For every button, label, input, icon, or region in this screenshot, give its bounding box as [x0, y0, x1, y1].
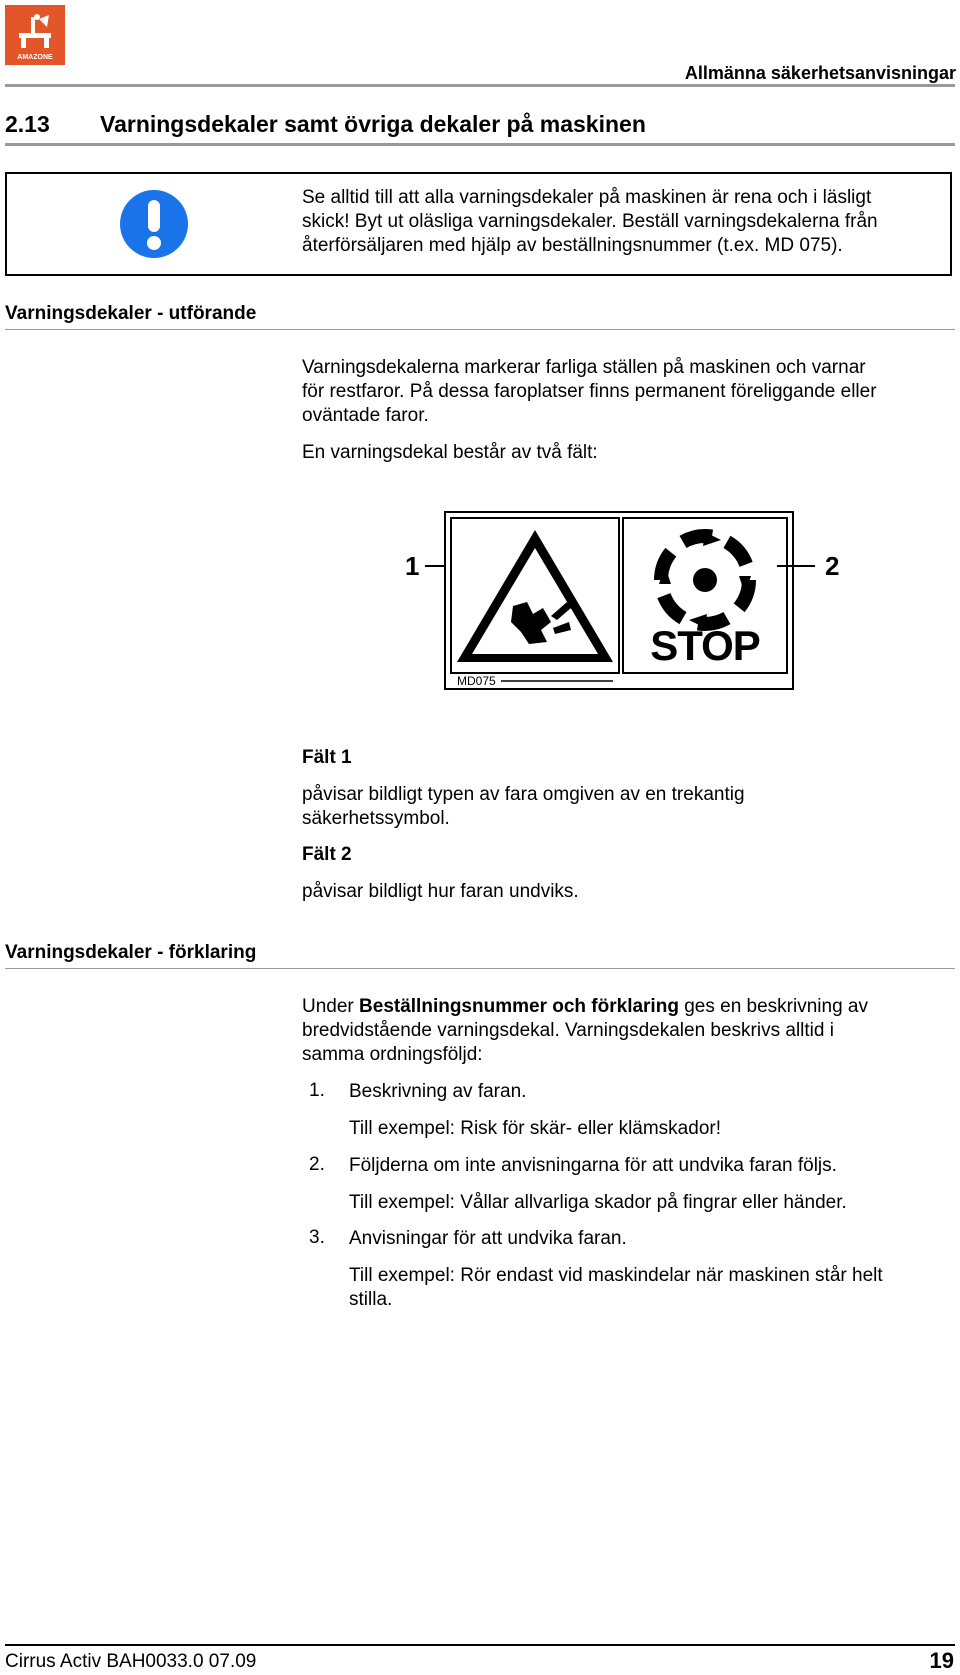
- decal-code: MD075: [457, 674, 496, 688]
- footer-rule: [5, 1644, 955, 1646]
- section1-composition: En varningsdekal består av två fält:: [302, 442, 598, 463]
- intro-line: för restfaror. På dessa faroplatser finns permanent föreliggande eller: [302, 381, 877, 402]
- intro-suffix: ges en beskrivning av: [678, 996, 868, 1017]
- field1-line: påvisar bildligt typen av fara omgiven av en trekantig: [302, 784, 745, 805]
- intro-line: oväntade faror.: [302, 405, 429, 426]
- field2-title: Fält 2: [302, 844, 352, 865]
- warning-decal-figure: [405, 510, 855, 705]
- footer-doc-info: Cirrus Activ BAH0033.0 07.09: [5, 1651, 257, 1672]
- brand-text: AMAZONE: [17, 54, 53, 61]
- list-item-text: Anvisningar för att undvika faran.: [349, 1228, 627, 1249]
- list-number: 2.: [309, 1154, 325, 1175]
- list-item-text: Beskrivning av faran.: [349, 1081, 527, 1102]
- intro-line: [302, 995, 942, 1019]
- intro-bold-term: Beställningsnummer och förklaring: [359, 996, 679, 1017]
- section-rule: [5, 329, 955, 330]
- intro-line: samma ordningsföljd:: [302, 1044, 483, 1065]
- amazone-logo: [5, 5, 65, 65]
- section-rule: [5, 968, 955, 969]
- page-title: Varningsdekaler samt övriga dekaler på maskinen: [100, 111, 646, 137]
- list-item-example: Till exempel: Vållar allvarliga skador på fingrar eller händer.: [349, 1192, 847, 1213]
- list-number: 3.: [309, 1227, 325, 1248]
- example-line: stilla.: [349, 1289, 393, 1310]
- list-item-example: Till exempel: Risk för skär- eller klämskador!: [349, 1118, 721, 1139]
- heading-number: 2.13: [5, 111, 50, 137]
- section2-intro: [302, 995, 942, 1067]
- intro-line: Varningsdekalerna markerar farliga ställen på maskinen och varnar: [302, 357, 866, 378]
- section-heading-utforande: Varningsdekaler - utförande: [5, 303, 257, 324]
- heading-rule: [5, 143, 955, 146]
- callout-label-2: 2: [825, 551, 840, 581]
- stop-text: STOP: [650, 622, 760, 669]
- section1-intro: [302, 356, 942, 428]
- intro-line: bredvidstående varningsdekal. Varningsdekalen beskrivs alltid i: [302, 1020, 834, 1041]
- intro-prefix: Under: [302, 996, 360, 1017]
- notice-box: [5, 172, 952, 276]
- page-number: 19: [929, 1648, 954, 1673]
- notice-text: [302, 186, 952, 258]
- section-heading-forklaring: Varningsdekaler - förklaring: [5, 942, 257, 963]
- callout-label-1: 1: [405, 551, 420, 581]
- field1-line: säkerhetssymbol.: [302, 808, 450, 829]
- field1-description: [302, 783, 942, 831]
- list-number: 1.: [309, 1080, 325, 1101]
- list-item-example: [349, 1264, 949, 1312]
- header-rule: [5, 84, 955, 87]
- example-line: Till exempel: Rör endast vid maskindelar när maskinen står helt: [349, 1265, 883, 1286]
- exclamation-circle-icon: [118, 188, 190, 265]
- list-item-text: Följderna om inte anvisningarna för att undvika faran följs.: [349, 1155, 837, 1176]
- field1-title: Fält 1: [302, 747, 352, 768]
- notice-line: skick! Byt ut oläsliga varningsdekaler. Beställ varningsdekalerna från: [302, 211, 878, 232]
- notice-line: Se alltid till att alla varningsdekaler på maskinen är rena och i läsligt: [302, 187, 872, 208]
- field2-description: påvisar bildligt hur faran undviks.: [302, 881, 579, 902]
- header-section-title: Allmänna säkerhetsanvisningar: [684, 63, 956, 83]
- notice-line: återförsäljaren med hjälp av beställningsnummer (t.ex. MD 075).: [302, 235, 843, 256]
